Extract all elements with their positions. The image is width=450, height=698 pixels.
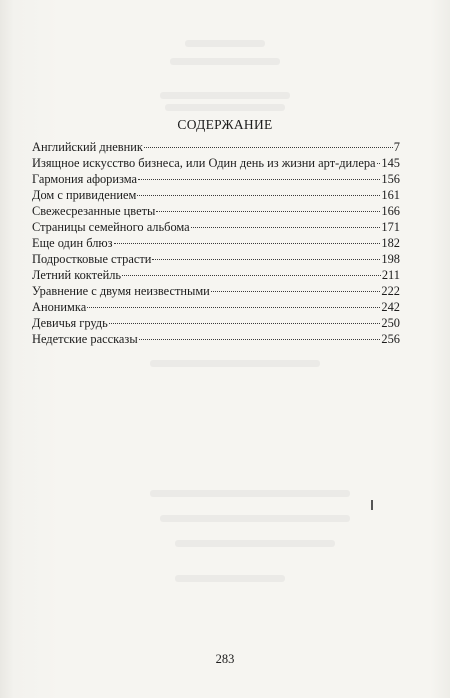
toc-entry[interactable]: [32, 251, 400, 267]
toc-entry[interactable]: [32, 283, 400, 299]
dot-leader: [109, 323, 381, 324]
show-through-text: [165, 104, 285, 111]
toc-entry-title: Английский дневник: [32, 140, 143, 154]
dot-leader: [156, 211, 380, 212]
toc-entry-page: 256: [381, 332, 400, 346]
toc-entry-page: 161: [381, 188, 400, 202]
toc-entry[interactable]: [32, 155, 400, 171]
toc-entry[interactable]: [32, 267, 400, 283]
toc-entry-title: Изящное искусство бизнеса, или Один день из жизни арт-дилера: [32, 156, 376, 170]
dot-leader: [87, 307, 380, 308]
toc-entry-page: 211: [381, 268, 400, 282]
toc-entry[interactable]: [32, 235, 400, 251]
toc-entry-title: Свежесрезанные цветы: [32, 204, 156, 218]
toc-entry-title: Анонимка: [32, 300, 87, 314]
show-through-text: [160, 515, 350, 522]
toc-entry-title: Дом с привидением: [32, 188, 137, 202]
show-through-text: [160, 92, 290, 99]
dot-leader: [137, 195, 380, 196]
toc-entry-page: 198: [381, 252, 400, 266]
toc-entry[interactable]: [32, 203, 400, 219]
toc-entry-title: Недетские рассказы: [32, 332, 138, 346]
toc-entry-page: 7: [393, 140, 400, 154]
toc-entry-page: 145: [381, 156, 400, 170]
dot-leader: [377, 163, 381, 164]
toc-entry[interactable]: [32, 187, 400, 203]
toc-entry-title: Летний коктейль: [32, 268, 122, 282]
toc-entry-title: Гармония афоризма: [32, 172, 137, 186]
toc-entry-page: 242: [381, 300, 400, 314]
table-of-contents: [32, 139, 400, 347]
toc-entry-title: Страницы семейного альбома: [32, 220, 190, 234]
show-through-text: [150, 490, 350, 497]
page-number: 283: [215, 652, 235, 666]
toc-entry-page: 222: [381, 284, 400, 298]
toc-entry[interactable]: [32, 299, 400, 315]
show-through-text: [170, 58, 280, 65]
toc-entry[interactable]: [32, 171, 400, 187]
toc-entry-page: 250: [381, 316, 400, 330]
toc-entry[interactable]: [32, 139, 400, 155]
dot-leader: [152, 259, 380, 260]
show-through-text: [150, 360, 320, 367]
toc-entry-page: 166: [381, 204, 400, 218]
dot-leader: [211, 291, 381, 292]
toc-entry-page: 171: [381, 220, 400, 234]
toc-entry-page: 156: [381, 172, 400, 186]
dot-leader: [144, 147, 393, 148]
show-through-text: [175, 575, 285, 582]
toc-entry-page: 182: [381, 236, 400, 250]
toc-entry-title: Еще один блюз: [32, 236, 113, 250]
toc-entry[interactable]: [32, 219, 400, 235]
toc-entry-title: Уравнение с двумя неизвестными: [32, 284, 210, 298]
toc-entry-title: Девичья грудь: [32, 316, 108, 330]
show-through-text: [175, 540, 335, 547]
dot-leader: [122, 275, 381, 276]
toc-entry-title: Подростковые страсти: [32, 252, 152, 266]
print-mark: [371, 500, 373, 510]
dot-leader: [191, 227, 381, 228]
dot-leader: [139, 339, 381, 340]
show-through-text: [185, 40, 265, 47]
toc-entry[interactable]: [32, 331, 400, 347]
dot-leader: [114, 243, 381, 244]
dot-leader: [138, 179, 380, 180]
contents-heading: СОДЕРЖАНИЕ: [177, 117, 273, 132]
toc-entry[interactable]: [32, 315, 400, 331]
